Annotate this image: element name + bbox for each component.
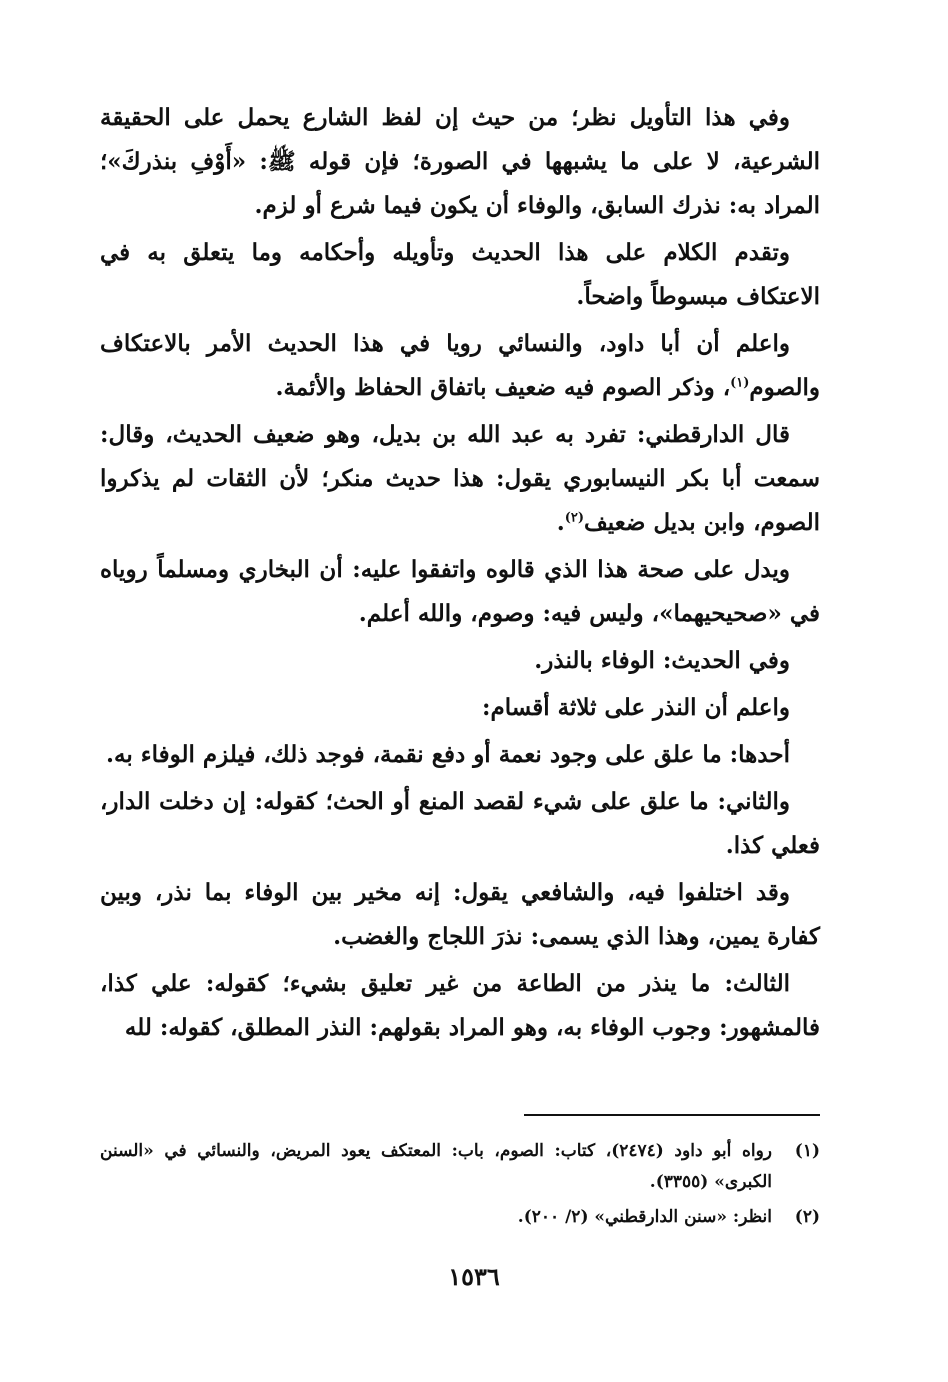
paragraph-bukhari-muslim: ويدل على صحة هذا الذي قالوه واتفقوا عليه: أن البخاري ومسلماً روياه في «صحيحيهما»، وليس فيه: وصوم، والله أعلم.: [100, 556, 820, 627]
footnotes: [100, 1136, 820, 1237]
paragraph-lead: والثاني: [725, 788, 790, 815]
paragraph-text: .: [556, 509, 565, 536]
footnote-ref-1[interactable]: (١): [730, 375, 750, 391]
paragraph-second-type: [100, 780, 820, 868]
paragraph-text: ، وذكر الصوم فيه ضعيف باتفاق الحفاظ والأئمة.: [275, 374, 731, 401]
footnote-text: انظر: «سنن الدارقطني» (٢/ ٢٠٠).: [517, 1207, 772, 1227]
paragraph-abu-dawud-nasai: [100, 322, 820, 410]
footnote-item: [100, 1202, 820, 1233]
paragraph-interpretation: وفي هذا التأويل نظر؛ من حيث إن لفظ الشارع يحمل على الحقيقة الشرعية، لا على ما يشبهها في الصورة؛ فإن قوله ﷺ: «أَوْفِ بنذركَ»؛ المراد به: نذرك السابق، والوفاء أن يكون فيما شرع أو لزم.: [100, 104, 820, 219]
paragraph-text: قال الدارقطني: تفرد به عبد الله بن بديل، وهو ضعيف الحديث، وقال: سمعت أبا بكر النيسابوري يقول: هذا حديث منكر؛ لأن الثقات لم يذكروا الصوم، وابن بديل ضعيف: [100, 421, 820, 536]
paragraph-fulfilling-vow: وفي الحديث: الوفاء بالنذر.: [534, 647, 790, 674]
paragraph-disagreement: وقد اختلفوا فيه، والشافعي يقول: إنه مخير بين الوفاء بما نذر، وبين كفارة يمين، وهذا الذي يسمى: نذرَ اللجاج والغضب.: [100, 879, 820, 950]
paragraph-first-type: [100, 733, 820, 777]
paragraph-previous-discussion: وتقدم الكلام على هذا الحديث وتأويله وأحكامه وما يتعلق به في الاعتكاف مبسوطاً واضحاً.: [100, 239, 820, 310]
page-body: [100, 96, 820, 1053]
paragraph-lead: الثالث: [733, 970, 790, 997]
paragraph-lead: أحدها: [738, 741, 790, 768]
footnote-text: رواه أبو داود (٢٤٧٤)، كتاب: الصوم، باب: المعتكف يعود المريض، والنسائي في «السنن الكبرى» (٣٣٥٥).: [100, 1141, 772, 1192]
paragraph-three-types: واعلم أن النذر على ثلاثة أقسام:: [482, 694, 790, 721]
paragraph-text: : ما ينذر من الطاعة من غير تعليق بشيء؛ كقوله: علي كذا، فالمشهور: وجوب الوفاء به، وهو المراد بقولهم: النذر المطلق، كقوله: لله: [100, 970, 820, 1041]
footnote-number: (٢): [794, 1207, 820, 1227]
footnote-number: (١): [794, 1141, 820, 1161]
footnote-item: [100, 1136, 820, 1198]
page-number: ١٥٣٦: [448, 1262, 500, 1291]
paragraph-text: : ما علق على شيء لقصد المنع أو الحث؛ كقوله: إن دخلت الدار، فعلي كذا.: [100, 788, 820, 859]
footnote-ref-2[interactable]: (٢): [564, 510, 584, 526]
paragraph-third-type: [100, 962, 820, 1050]
paragraph-text: واعلم أن أبا داود، والنسائي رويا في هذا الحديث الأمر بالاعتكاف والصوم: [100, 330, 820, 401]
paragraph-daraqutni: [100, 413, 820, 545]
paragraph-text: : ما علق على وجود نعمة أو دفع نقمة، فوجد ذلك، فيلزم الوفاء به.: [106, 741, 739, 768]
footnote-divider: [524, 1114, 820, 1116]
